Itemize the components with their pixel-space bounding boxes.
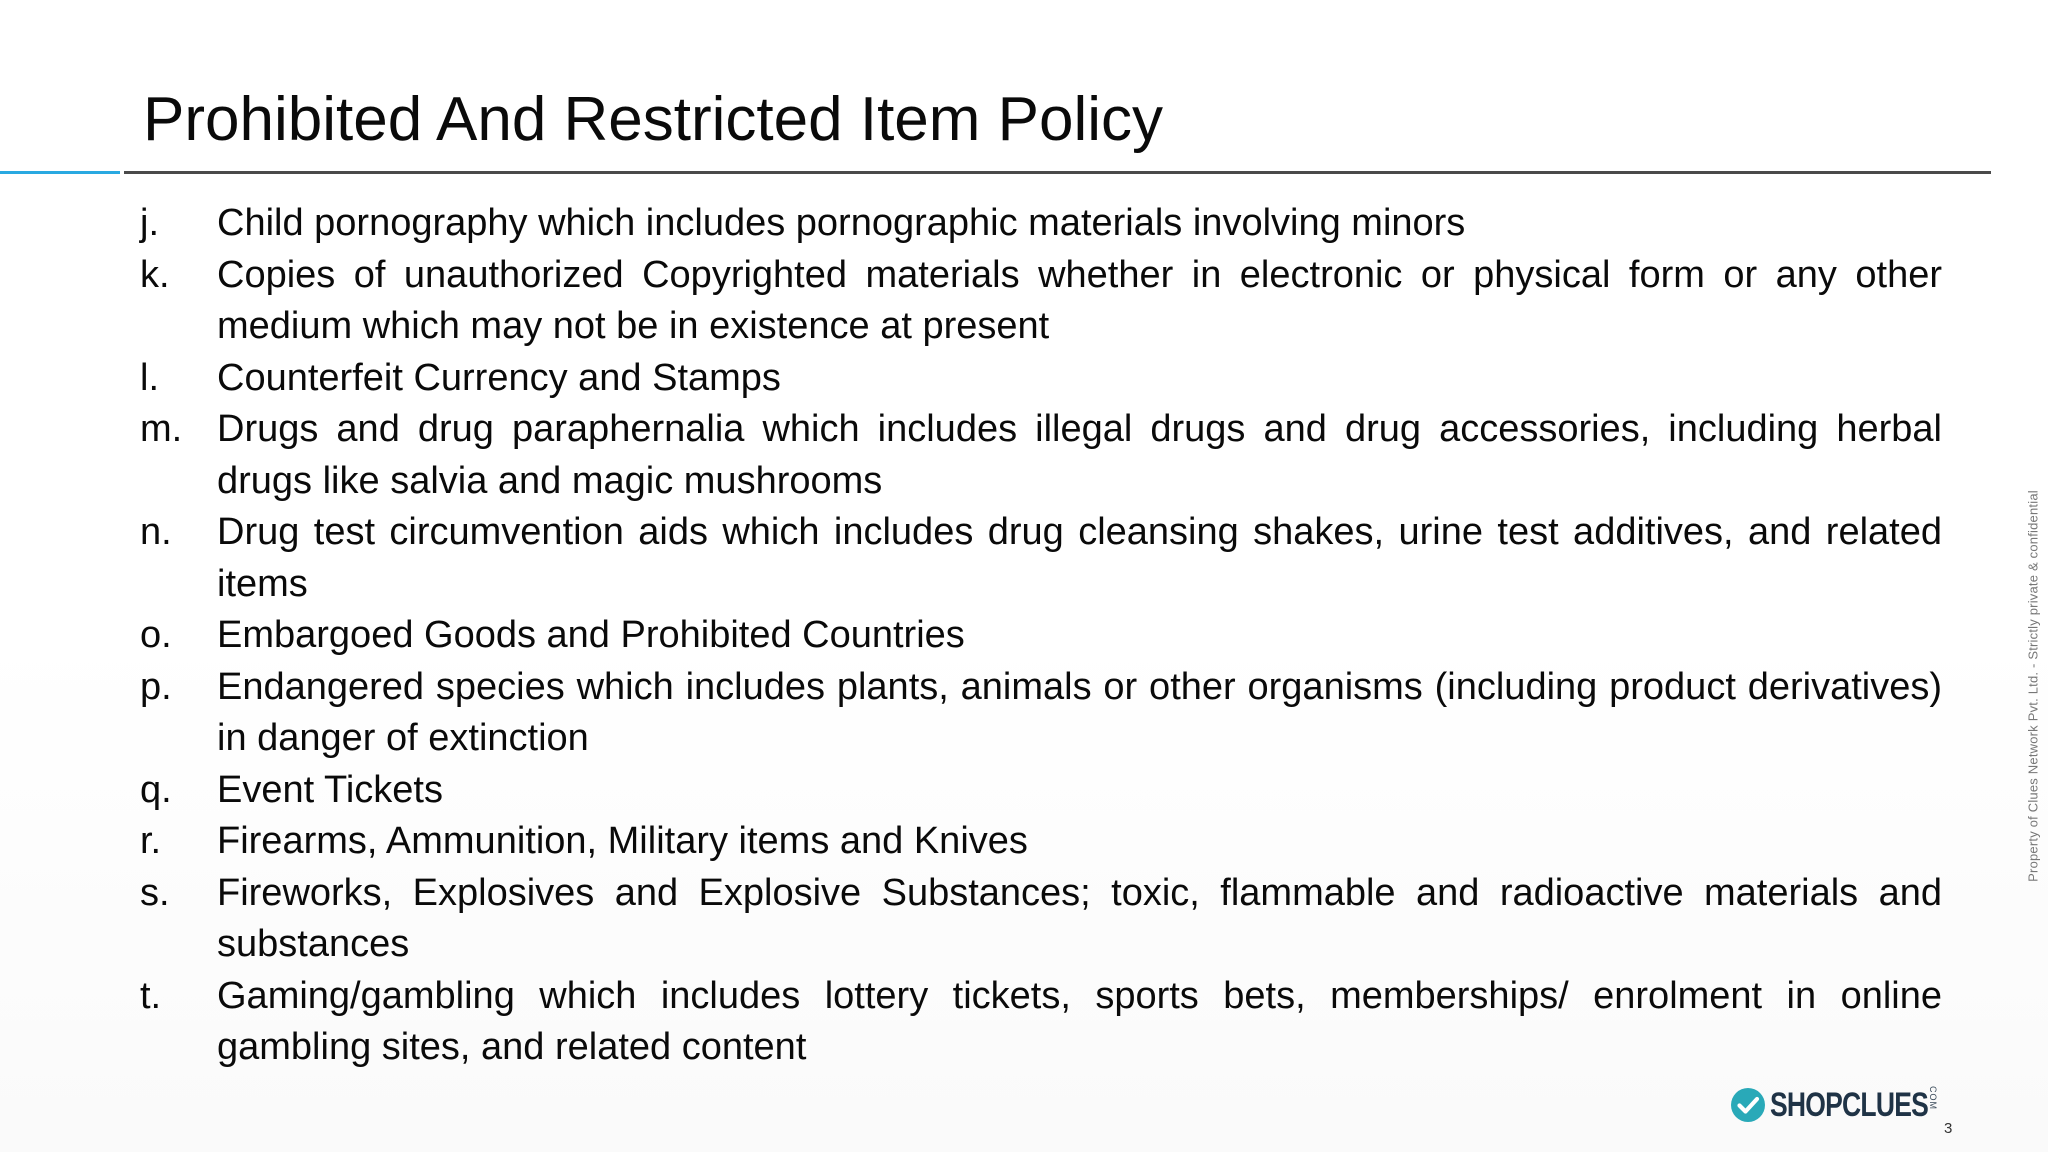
list-item-text: Drugs and drug paraphernalia which includes illegal drugs and drug accessories, including herbal drugs like salvia and magic mushrooms (217, 408, 1942, 502)
list-item-text: Copies of unauthorized Copyrighted materials whether in electronic or physical form or any other medium which may not be in existence at present (217, 253, 1942, 347)
list-item (140, 662, 1942, 765)
list-item-letter: k. (140, 253, 170, 296)
list-item-text: Child pornography which includes pornographic materials involving minors (217, 202, 1466, 244)
list-item-letter: n. (140, 511, 172, 553)
list-item-letter: r. (140, 820, 162, 862)
list-item (140, 353, 1942, 405)
list-item-letter: t. (140, 974, 162, 1017)
page-number: 3 (1944, 1120, 1953, 1137)
list-item-letter: p. (140, 665, 172, 708)
list-item-text: Gaming/gambling which includes lottery tickets, sports bets, memberships/ enrolment in online gambling sites, and related content (217, 974, 1942, 1068)
confidentiality-note: Property of Clues Network Pvt. Ltd. - Strictly private & confidential (2025, 490, 2041, 882)
title-accent-line (0, 171, 120, 174)
list-item-letter: m. (140, 408, 183, 450)
list-item-text: Fireworks, Explosives and Explosive Substances; toxic, flammable and radioactive materials and substances (217, 871, 1942, 965)
shopclues-logo (1730, 1087, 1973, 1123)
list-item-text: Drug test circumvention aids which includes drug cleansing shakes, urine test additives, and related items (217, 511, 1942, 605)
title-divider-line (124, 171, 1991, 174)
list-item-text: Embargoed Goods and Prohibited Countries (217, 614, 965, 656)
list-item (140, 507, 1942, 610)
list-item (140, 198, 1942, 250)
list-item (140, 765, 1942, 817)
list-item-letter: q. (140, 768, 172, 811)
policy-item-list (140, 198, 1942, 1074)
slide-title: Prohibited And Restricted Item Policy (143, 85, 1164, 154)
list-item (140, 971, 1942, 1074)
list-item-letter: o. (140, 614, 172, 656)
list-item-text: Counterfeit Currency and Stamps (217, 356, 781, 399)
list-item-text: Event Tickets (217, 768, 443, 811)
list-item (140, 816, 1942, 868)
list-item-text: Endangered species which includes plants, animals or other organisms (including product derivatives) in danger of extinction (217, 665, 1942, 759)
logo-wordmark: SHOPCLUES (1770, 1086, 1929, 1124)
list-item-letter: j. (140, 202, 159, 244)
list-item (140, 404, 1942, 507)
list-item (140, 250, 1942, 353)
list-item-letter: l. (140, 356, 159, 399)
logo-domain-suffix: COM (1928, 1086, 1938, 1110)
list-item-letter: s. (140, 871, 170, 914)
list-item (140, 868, 1942, 971)
list-item-text: Firearms, Ammunition, Military items and Knives (217, 820, 1028, 862)
checkmark-badge-icon (1730, 1087, 1766, 1123)
list-item (140, 610, 1942, 662)
